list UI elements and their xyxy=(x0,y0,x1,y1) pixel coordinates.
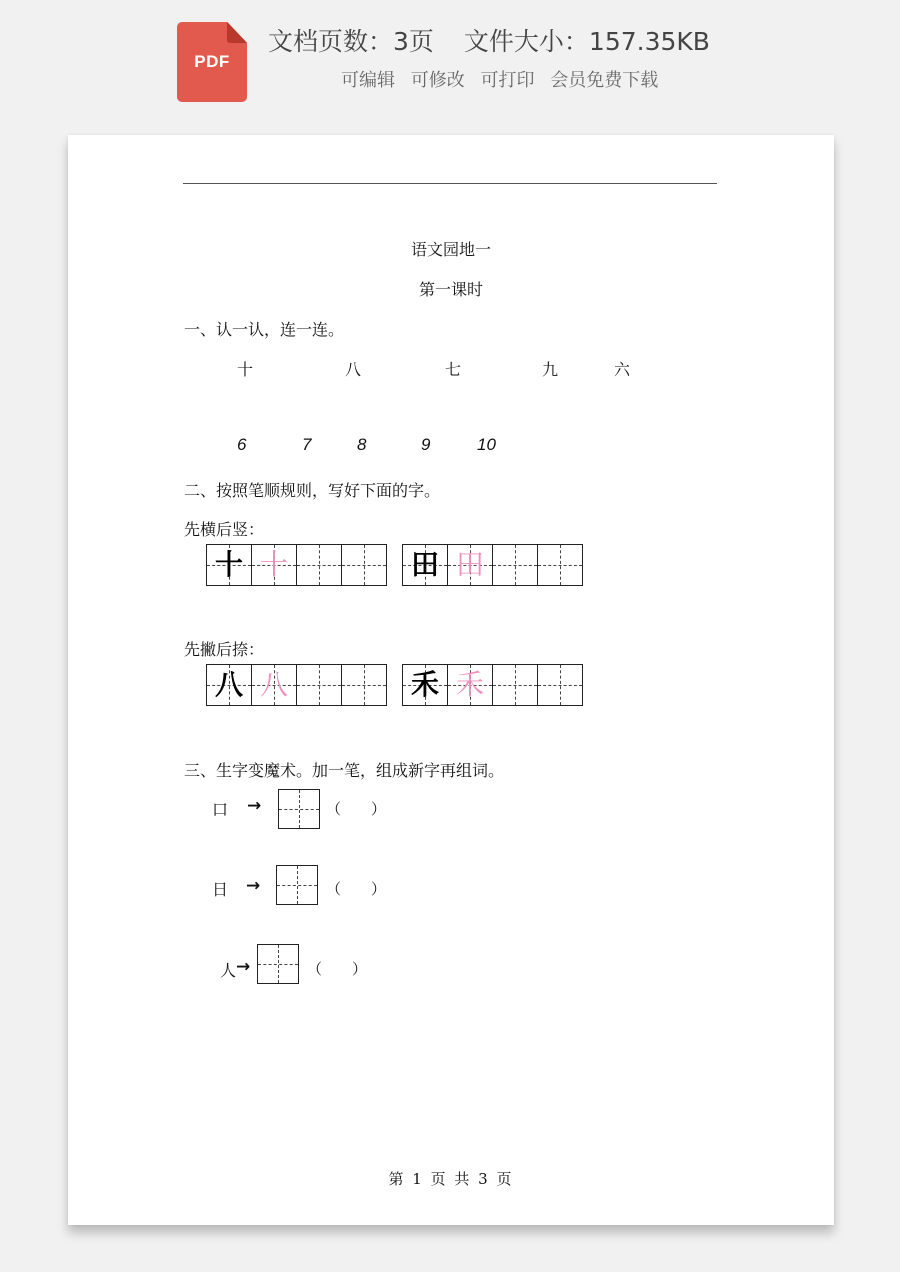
grid-cell-empty[interactable] xyxy=(296,665,341,705)
page-footer: 第 1 页 共 3 页 xyxy=(388,1170,514,1188)
doc-title: 语文园地一 xyxy=(410,240,491,259)
pdf-icon-label: PDF xyxy=(194,52,230,71)
answer-box-ren[interactable] xyxy=(257,944,299,984)
trace-char: 田 xyxy=(455,548,484,581)
hanzi-eight: 八 xyxy=(345,360,362,379)
base-char-kou: 口 xyxy=(212,800,229,819)
rule-heng-shu: 先横后竖： xyxy=(184,520,265,539)
feature-editable: 可编辑 xyxy=(341,70,395,91)
grid-cell-empty[interactable] xyxy=(492,545,537,585)
number-10: 10 xyxy=(477,435,496,454)
grid-cell-trace xyxy=(447,665,492,705)
grid-cell-empty[interactable] xyxy=(537,665,582,705)
section3-heading: 三、生字变魔术。加一笔，组成新字再组词。 xyxy=(184,761,505,780)
grid-cell-model xyxy=(207,545,251,585)
document-meta xyxy=(268,22,710,58)
file-size: 文件大小：157.35KB xyxy=(463,27,710,56)
feature-modifiable: 可修改 xyxy=(410,70,465,91)
hanzi-ten: 十 xyxy=(237,360,254,379)
feature-printable: 可打印 xyxy=(480,70,535,91)
grid-cell-trace xyxy=(251,665,296,705)
section2-heading: 二、按照笔顺规则，写好下面的字。 xyxy=(184,481,441,500)
section1-heading: 一、认一认，连一连。 xyxy=(184,320,345,339)
grid-cell-empty[interactable] xyxy=(492,665,537,705)
model-char: 禾 xyxy=(410,668,439,701)
rule-pie-na: 先撇后捺： xyxy=(184,640,265,659)
writing-grid-tian xyxy=(402,544,583,586)
arrow-icon: → xyxy=(236,957,251,977)
grid-cell-empty[interactable] xyxy=(341,545,386,585)
word-blank-ri[interactable]: （ ） xyxy=(326,880,387,898)
word-blank-ren[interactable]: （ ） xyxy=(307,960,368,978)
model-char: 田 xyxy=(410,548,439,581)
arrow-icon: → xyxy=(246,876,261,896)
number-8: 8 xyxy=(357,435,367,454)
word-blank-kou[interactable]: （ ） xyxy=(326,800,387,818)
grid-cell-model xyxy=(207,665,251,705)
arrow-icon: → xyxy=(247,796,262,816)
writing-grid-ba xyxy=(206,664,387,706)
number-7: 7 xyxy=(302,435,312,454)
answer-box-kou[interactable] xyxy=(278,789,320,829)
grid-cell-model xyxy=(403,665,447,705)
feature-list xyxy=(341,66,668,92)
number-9: 9 xyxy=(421,435,431,454)
grid-cell-empty[interactable] xyxy=(537,545,582,585)
grid-cell-trace xyxy=(447,545,492,585)
grid-cell-model xyxy=(403,545,447,585)
base-char-ri: 日 xyxy=(212,880,229,899)
grid-cell-empty[interactable] xyxy=(341,665,386,705)
writing-grid-shi xyxy=(206,544,387,586)
trace-char: 八 xyxy=(259,668,288,701)
document-page[interactable] xyxy=(68,135,834,1225)
grid-cell-empty[interactable] xyxy=(296,545,341,585)
trace-char: 十 xyxy=(259,548,288,581)
header-rule xyxy=(183,183,717,184)
page-count: 文档页数：3页 xyxy=(268,27,434,56)
hanzi-nine: 九 xyxy=(542,360,559,379)
grid-cell-trace xyxy=(251,545,296,585)
model-char: 十 xyxy=(214,548,243,581)
doc-subtitle: 第一课时 xyxy=(418,280,483,299)
trace-char: 禾 xyxy=(455,668,484,701)
model-char: 八 xyxy=(214,668,243,701)
answer-box-ri[interactable] xyxy=(276,865,318,905)
writing-grid-he xyxy=(402,664,583,706)
hanzi-seven: 七 xyxy=(445,360,462,379)
base-char-ren: 人 xyxy=(220,961,237,980)
feature-member-download: 会员免费下载 xyxy=(550,70,659,91)
number-6: 6 xyxy=(237,435,247,454)
hanzi-six: 六 xyxy=(614,360,631,379)
